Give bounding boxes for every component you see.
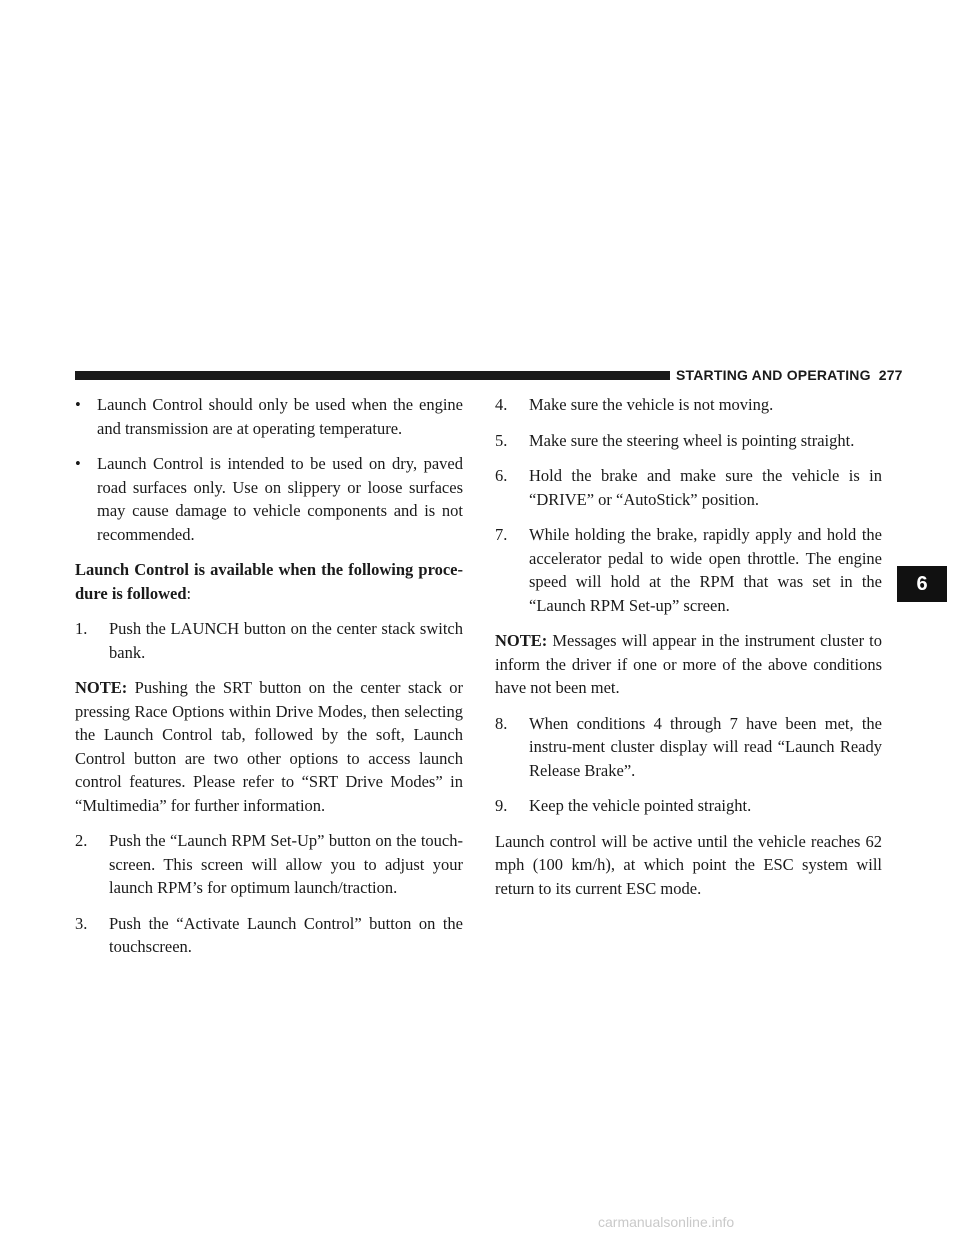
watermark: carmanualsonline.info: [598, 1214, 735, 1230]
note: [495, 629, 882, 700]
step-number: 5.: [495, 430, 508, 450]
step-item: [75, 912, 463, 959]
step-item: [495, 393, 882, 417]
step-text: Push the “Launch RPM Set-Up” button on the touch-screen. This screen will allow you to adjust your launch RPM’s for optimum launch/traction.: [109, 831, 463, 897]
step-text: While holding the brake, rapidly apply and hold the accelerator pedal to wide open throttle. The engine speed will hold at the RPM that was set in the “Launch RPM Set-up” screen.: [529, 525, 882, 615]
procedure-intro: [75, 558, 463, 605]
step-text: When conditions 4 through 7 have been met, the instru-ment cluster display will read “Launch Ready Release Brake”.: [529, 713, 882, 780]
step-text: Make sure the steering wheel is pointing straight.: [529, 430, 855, 450]
step-number: 7.: [495, 525, 508, 544]
page-number: 277: [878, 367, 903, 383]
procedure-intro-suffix: :: [186, 583, 192, 603]
closing-paragraph: Launch control will be active until the vehicle reaches 62 mph (100 km/h), at which point the ESC system will return to its current ESC mode.: [495, 831, 882, 898]
chapter-tab: 6: [897, 566, 947, 602]
step-number: 1.: [75, 619, 88, 638]
step-text: Keep the vehicle pointed straight.: [529, 796, 752, 815]
step-item: [495, 464, 882, 511]
step-item: [495, 794, 882, 818]
right-column: [495, 393, 882, 912]
step-text: Push the “Activate Launch Control” button on the touchscreen.: [109, 913, 463, 956]
note: [75, 676, 463, 817]
bullet-icon: •: [75, 395, 81, 414]
step-item: [495, 712, 882, 783]
bullet-item: [75, 452, 463, 546]
note-text: Messages will appear in the instrument cluster to inform the driver if one or more of the above conditions have not been met.: [495, 631, 882, 697]
step-number: 9.: [495, 796, 508, 815]
left-column: [75, 393, 463, 971]
step-number: 4.: [495, 395, 508, 414]
step-number: 2.: [75, 831, 88, 850]
procedure-intro-bold: Launch Control is available when the following proce-dure is followed: [75, 560, 463, 603]
note-label: NOTE:: [495, 631, 548, 650]
bullet-text: Launch Control is intended to be used on dry, paved road surfaces only. Use on slippery or loose surfaces may cause damage to vehicle components and is not recommended.: [97, 454, 463, 544]
step-item: [75, 617, 463, 664]
step-text: Hold the brake and make sure the vehicle is in “DRIVE” or “AutoStick” position.: [529, 466, 882, 509]
step-number: 3.: [75, 913, 88, 933]
step-number: 6.: [495, 466, 508, 485]
step-text: Push the LAUNCH button on the center stack switch bank.: [109, 619, 463, 662]
header-rule: [75, 371, 670, 380]
section-title: STARTING AND OPERATING: [676, 367, 871, 383]
step-number: 8.: [495, 713, 508, 733]
note-label: NOTE:: [75, 678, 128, 697]
bullet-item: [75, 393, 463, 440]
bullet-text: Launch Control should only be used when the engine and transmission are at operating temperature.: [97, 395, 463, 438]
step-item: [495, 429, 882, 453]
note-text: Pushing the SRT button on the center stack or pressing Race Options within Drive Modes, then selecting the Launch Control tab, followed by the soft, Launch Control button are two other options to access launch control features. Please refer to “SRT Drive Modes” in “Multimedia” for further information.: [75, 678, 463, 815]
bullet-icon: •: [75, 454, 81, 473]
step-text: Make sure the vehicle is not moving.: [529, 395, 774, 414]
step-item: [75, 829, 463, 900]
running-header: [676, 367, 903, 383]
step-item: [495, 523, 882, 617]
